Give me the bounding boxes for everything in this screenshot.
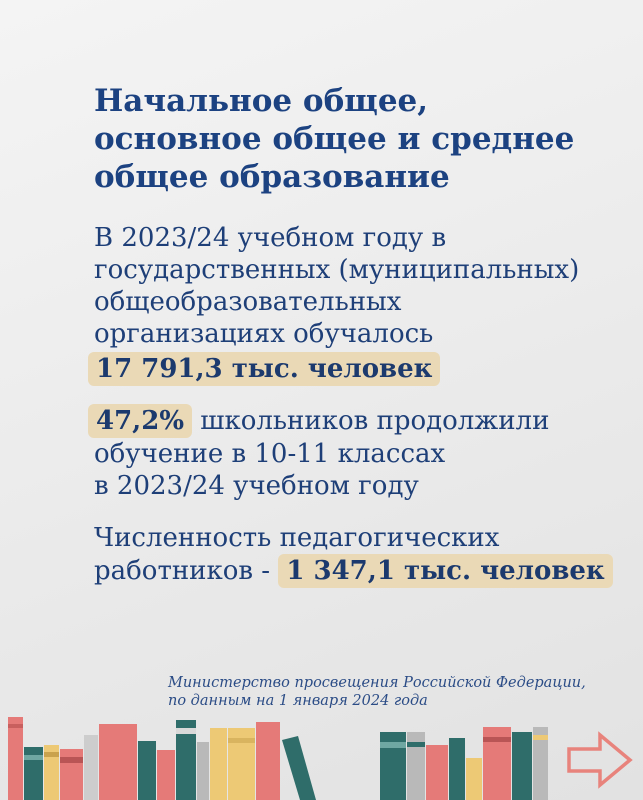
title-line-3: общее образование xyxy=(94,159,450,195)
book-spine xyxy=(449,738,465,800)
continuation-line-2: обучение в 10-11 классах xyxy=(94,439,446,469)
book-spine xyxy=(210,728,227,800)
continuation-line-1 xyxy=(94,404,634,438)
teachers-line-2 xyxy=(94,554,634,588)
teachers-block xyxy=(94,522,634,588)
students-line-3: общеобразовательных xyxy=(94,287,402,317)
book-spine xyxy=(228,738,255,743)
book-spine xyxy=(84,735,98,800)
teachers-line-1: Численность педагогических xyxy=(94,523,500,553)
teachers-count-highlight: 1 347,1 тыс. человек xyxy=(278,554,612,588)
book-spine xyxy=(380,742,406,748)
continuation-line-3: в 2023/24 учебном году xyxy=(94,471,419,501)
book-spine xyxy=(533,735,548,740)
book-spine xyxy=(483,737,511,742)
book-spine xyxy=(60,749,83,800)
book-spine xyxy=(157,750,175,800)
book-spine xyxy=(44,752,59,757)
book-spine xyxy=(176,728,196,734)
books-illustration xyxy=(0,700,643,800)
page-title xyxy=(94,82,624,196)
book-spine xyxy=(24,755,43,760)
book-spine xyxy=(8,724,23,728)
continuation-line-1-text: школьников продолжили xyxy=(192,406,550,436)
book-spine xyxy=(426,745,448,800)
book-spine xyxy=(282,736,316,800)
book-spine xyxy=(138,741,156,800)
teachers-line-2-prefix: работников - xyxy=(94,556,279,586)
book-spine xyxy=(99,724,137,800)
book-spine xyxy=(407,742,425,747)
source-line-2: по данным на 1 января 2024 года xyxy=(168,693,428,709)
book-spine xyxy=(256,722,280,800)
title-line-1: Начальное общее, xyxy=(94,83,429,119)
book-spine xyxy=(60,757,83,763)
book-spine xyxy=(8,717,23,800)
source-line-1: Министерство просвещения Российской Федерации, xyxy=(168,675,586,691)
students-count-block xyxy=(94,222,634,386)
students-line-2: государственных (муниципальных) xyxy=(94,255,580,285)
book-spine xyxy=(197,742,209,800)
book-spine xyxy=(512,732,532,800)
book-spine xyxy=(24,747,43,800)
continuation-percent-highlight: 47,2% xyxy=(88,404,192,438)
title-line-2: основное общее и среднее xyxy=(94,121,575,157)
students-count-highlight: 17 791,3 тыс. человек xyxy=(88,352,440,386)
continuation-block xyxy=(94,404,634,502)
students-line-4: организациях обучалось xyxy=(94,319,434,349)
students-line-1: В 2023/24 учебном году в xyxy=(94,223,447,253)
book-spine xyxy=(466,758,482,800)
arrow-right-icon[interactable] xyxy=(566,730,634,790)
